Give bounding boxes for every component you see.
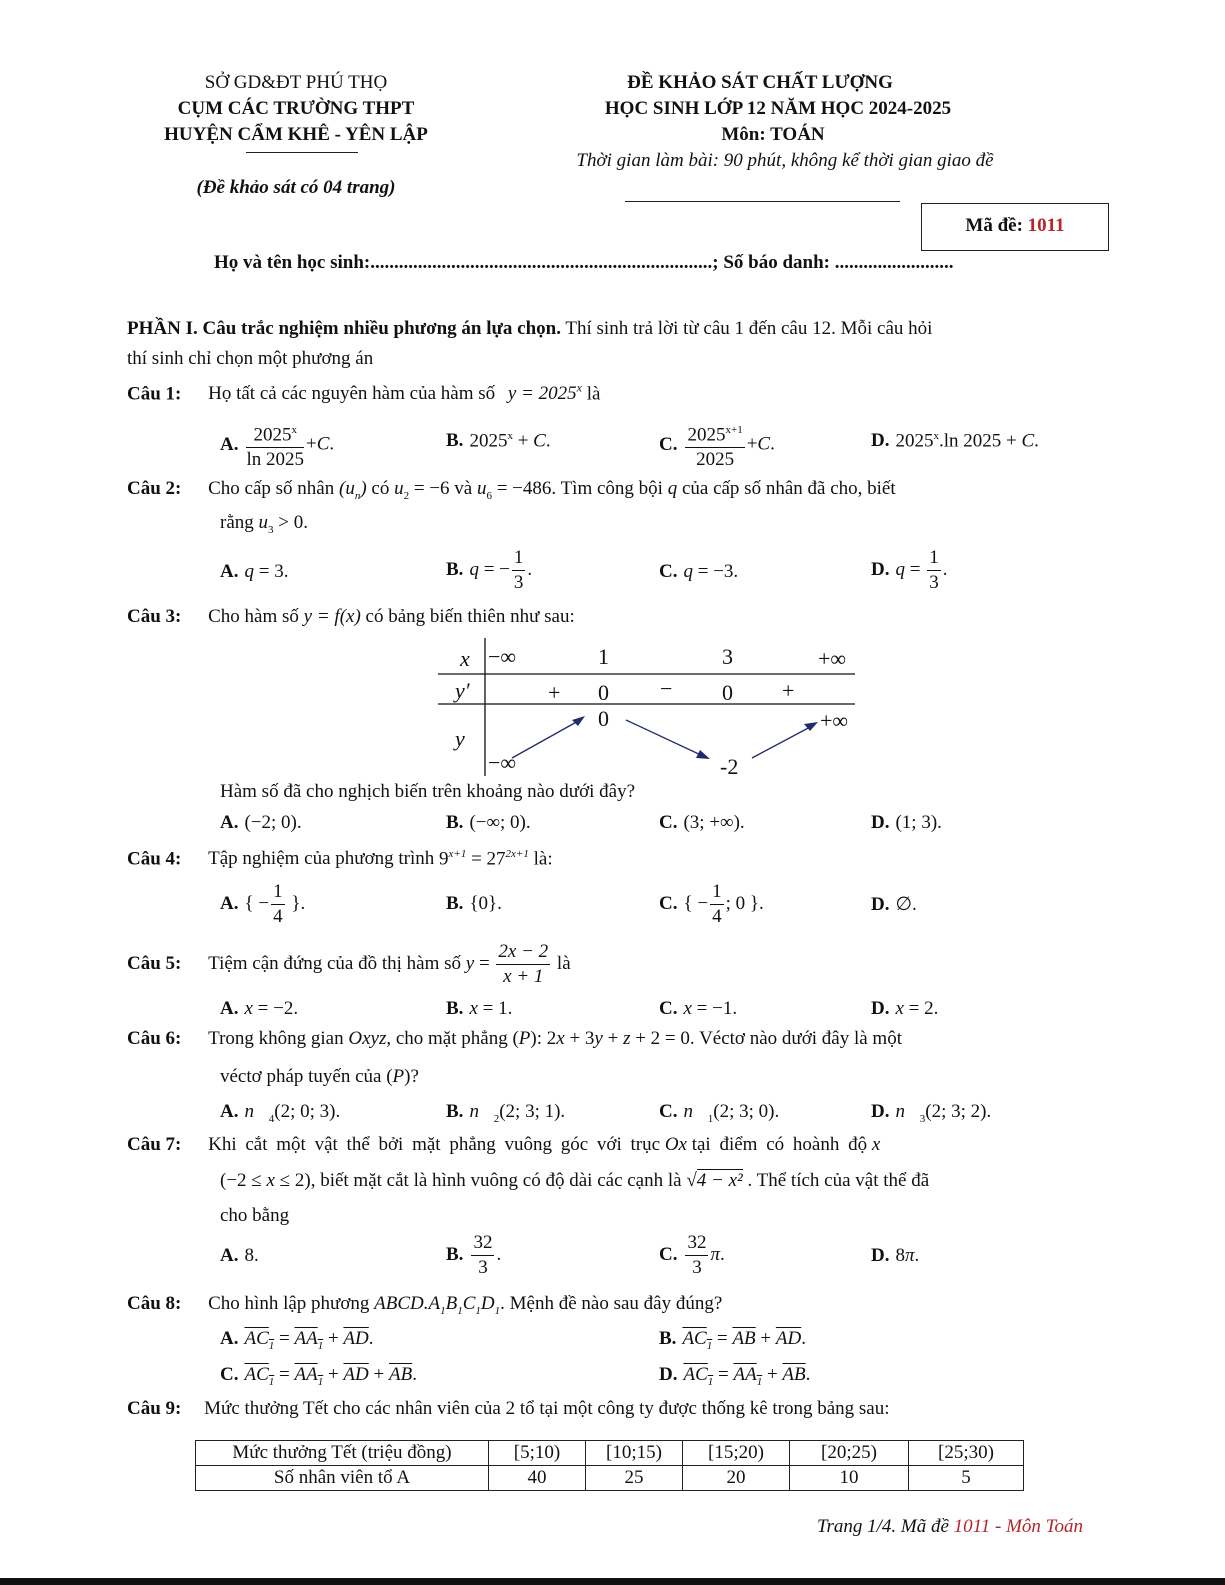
part1-desc: Thí sinh trả lời từ câu 1 đến câu 12. Mỗi câu hỏi bbox=[565, 318, 933, 339]
table-cell: [25;30) bbox=[909, 1441, 1024, 1466]
q7-option-b: B. $\frac{32}{3}$ . bbox=[446, 1232, 502, 1278]
question-text-4: véctơ pháp tuyến của bbox=[220, 1066, 382, 1087]
svg-text:y′: y′ bbox=[455, 678, 470, 703]
q2-option-d: D. q = $\frac{1}{3}$ . bbox=[871, 547, 948, 593]
exam-code-value: 1011 bbox=[1027, 215, 1065, 236]
question-text-4: rằng bbox=[220, 512, 254, 533]
svg-text:0: 0 bbox=[722, 680, 733, 705]
footer-code: 1011 bbox=[953, 1516, 991, 1537]
question-label: Câu 1: bbox=[127, 383, 182, 405]
svg-text:+∞: +∞ bbox=[820, 708, 849, 733]
question-text: Tập nghiệm của phương trình bbox=[208, 848, 435, 870]
table-row bbox=[196, 1466, 1024, 1491]
q7-option-d: D. 8π. bbox=[871, 1245, 920, 1266]
svg-text:+: + bbox=[782, 678, 795, 703]
q2-option-a: A. q = 3. bbox=[220, 561, 289, 582]
q5-option-c: C. x = −1. bbox=[659, 998, 738, 1019]
page-footer bbox=[817, 1516, 1083, 1538]
question-text-2: , cho mặt phẳng bbox=[386, 1028, 508, 1049]
question-1: Câu 1: Họ tất cả các nguyên hàm của hàm số $y = 2025^x$ là bbox=[127, 381, 601, 405]
table-cell: 5 bbox=[909, 1466, 1024, 1491]
bonus-table bbox=[195, 1440, 1024, 1491]
question-label: Câu 9: bbox=[127, 1398, 182, 1419]
question-6-cont: véctơ pháp tuyến của (P)? bbox=[220, 1066, 419, 1087]
svg-text:+∞: +∞ bbox=[818, 646, 847, 671]
exam-grade: HỌC SINH LỚP 12 NĂM HỌC 2024-2025 bbox=[604, 98, 952, 119]
question-text: Tiệm cận đứng của đồ thị hàm số bbox=[208, 952, 461, 974]
question-2: Câu 2: Cho cấp số nhân $(u_n)$ có $u_2 = -6$ và $u_6 = -486$. Tìm công bội q của cấp số nhân đã cho, biết bbox=[127, 478, 896, 502]
table-cell: 20 bbox=[683, 1466, 790, 1491]
svg-text:1: 1 bbox=[598, 644, 609, 669]
page-count-note: (Đề khảo sát có 04 trang) bbox=[196, 177, 396, 198]
header-divider-left bbox=[246, 152, 358, 153]
svg-text:−∞: −∞ bbox=[488, 750, 517, 775]
part1-desc-cont: thí sinh chỉ chọn một phương án bbox=[127, 348, 374, 369]
question-6: Câu 6: Trong không gian Oxyz, cho mặt phẳng (P): 2x + 3y + z + 2 = 0. Véctơ nào dưới đây là một bbox=[127, 1028, 902, 1049]
exam-code-label: Mã đề: bbox=[965, 215, 1023, 236]
question-3-prompt: Hàm số đã cho nghịch biến trên khoảng nào dưới đây? bbox=[220, 781, 636, 802]
q4-option-b: B. {0}. bbox=[446, 893, 502, 914]
question-4: Câu 4: Tập nghiệm của phương trình $9^{x+1} = 27^{2x+1}$ là: bbox=[127, 848, 553, 870]
q8-option-d: D. $AC_1 = AA_1 + \overline{AB}$. bbox=[659, 1364, 811, 1388]
table-cell: [10;15) bbox=[586, 1441, 683, 1466]
bottom-edge bbox=[0, 1578, 1225, 1585]
question-8: Câu 8: Cho hình lập phương $ABCD.A_1B_1C_1D_1$. Mệnh đề nào sau đây đúng? bbox=[127, 1293, 723, 1317]
svg-text:0: 0 bbox=[598, 680, 609, 705]
question-text-2: có bảng biến thiên như sau: bbox=[365, 606, 575, 627]
q3-option-b: B. (−∞; 0). bbox=[446, 812, 531, 833]
exam-subject: Môn: TOÁN bbox=[721, 124, 825, 145]
question-text-2: Tìm công bội bbox=[560, 478, 663, 499]
q6-option-c: C. $n⃗_1(2$; 3; 0). bbox=[659, 1101, 780, 1125]
question-7-cont: (−2 ≤ x ≤ 2), biết mặt cắt là hình vuông có độ dài các cạnh là √4 − x² . Thể tích của vật thể đã bbox=[220, 1170, 930, 1191]
question-text: Trong không gian bbox=[208, 1028, 344, 1049]
svg-text:x: x bbox=[460, 646, 470, 671]
question-label: Câu 4: bbox=[127, 848, 182, 870]
svg-text:0: 0 bbox=[598, 706, 609, 731]
q1-option-b: B. $2025^x + C$. bbox=[446, 430, 551, 452]
table-cell: Mức thưởng Tết (triệu đồng) bbox=[196, 1441, 489, 1466]
q5-option-d: D. x = 2. bbox=[871, 998, 939, 1019]
q2-option-c: C. q = −3. bbox=[659, 561, 739, 582]
q6-option-b: B. $n⃗_2(2$; 3; 1). bbox=[446, 1101, 566, 1125]
question-text-2: . Mệnh đề nào sau đây đúng? bbox=[500, 1293, 723, 1314]
question-text: Cho hàm số bbox=[208, 606, 299, 627]
exam-title: ĐỀ KHẢO SÁT CHẤT LƯỢNG bbox=[627, 72, 893, 93]
question-3: Câu 3: Cho hàm số y = f(x) có bảng biến thiên như sau: bbox=[127, 606, 575, 627]
q4-option-a: A. { − $\frac{1}{4}$ }. bbox=[220, 881, 306, 927]
table-cell: [15;20) bbox=[683, 1441, 790, 1466]
question-text: Mức thưởng Tết cho các nhân viên của 2 tổ tại một công ty được thống kê trong bảng sau: bbox=[204, 1398, 890, 1419]
question-label: Câu 3: bbox=[127, 606, 182, 627]
header-divider-right bbox=[625, 201, 900, 202]
school-cluster: CỤM CÁC TRƯỜNG THPT bbox=[177, 98, 415, 119]
svg-text:y: y bbox=[455, 726, 465, 751]
table-row bbox=[196, 1441, 1024, 1466]
question-text: Họ tất cả các nguyên hàm của hàm số bbox=[208, 383, 496, 405]
part1-title: PHẦN I. Câu trắc nghiệm nhiều phương án lựa chọn. bbox=[127, 318, 561, 339]
question-7: Câu 7: Khi cắt một vật thể bởi mặt phẳng vuông góc với trục Ox tại điểm có hoành độ x bbox=[127, 1134, 881, 1155]
question-text-3: . Véctơ nào dưới đây là một bbox=[689, 1028, 902, 1049]
part1-heading bbox=[127, 318, 932, 340]
table-cell: 10 bbox=[790, 1466, 909, 1491]
q7-option-a: A. 8. bbox=[220, 1245, 259, 1266]
question-text: Khi cắt một vật thể bởi mặt phẳng vuông góc với trục bbox=[208, 1134, 661, 1155]
q8-option-b: B. $AC_1 = \overline{AB} + \overline{AD}$. bbox=[659, 1328, 806, 1352]
svg-text:−: − bbox=[660, 676, 673, 701]
question-7-cont2: cho bằng bbox=[220, 1205, 290, 1226]
school-dept: SỞ GD&ĐT PHÚ THỌ bbox=[204, 72, 388, 93]
question-9 bbox=[127, 1398, 890, 1420]
q5-option-b: B. x = 1. bbox=[446, 998, 513, 1019]
q3-option-a: A. (−2; 0). bbox=[220, 812, 302, 833]
svg-text:3: 3 bbox=[722, 644, 733, 669]
q1-option-d: D. 2025$^x$.ln 2025 + C. bbox=[871, 430, 1039, 452]
question-5: Câu 5: Tiệm cận đứng của đồ thị hàm số y = $\frac{2x - 2}{x + 1}$ là bbox=[127, 941, 571, 987]
svg-text:-2: -2 bbox=[720, 754, 739, 779]
q8-option-a: A. $AC_1 = AA_1 + \overline{AD}$. bbox=[220, 1328, 374, 1352]
question-label: Câu 6: bbox=[127, 1028, 182, 1049]
table-cell: 40 bbox=[489, 1466, 586, 1491]
question-text-2: tại điểm có hoành độ bbox=[691, 1134, 868, 1155]
svg-text:−∞: −∞ bbox=[488, 644, 517, 669]
q3-option-c: C. (3; +∞). bbox=[659, 812, 745, 833]
q3-option-d: D. (1; 3). bbox=[871, 812, 942, 833]
question-label: Câu 7: bbox=[127, 1134, 182, 1155]
q1-option-c: C. $\frac{2025^{x+1}}{2025}$ +C. bbox=[659, 418, 775, 472]
question-label: Câu 2: bbox=[127, 478, 182, 499]
q4-option-c: C. { − $\frac{1}{4}$ ; 0 }. bbox=[659, 881, 764, 927]
table-cell: Số nhân viên tổ A bbox=[196, 1466, 489, 1491]
table-cell: [20;25) bbox=[790, 1441, 909, 1466]
question-text: Cho hình lập phương bbox=[208, 1293, 370, 1314]
question-label: Câu 5: bbox=[127, 952, 182, 974]
q2-option-b: B. q = − $\frac{1}{3}$ . bbox=[446, 547, 533, 593]
question-text-3: , biết mặt cắt là hình vuông có độ dài các cạnh là bbox=[310, 1170, 682, 1191]
q6-option-a: A. $n⃗_4(2$; 0; 3). bbox=[220, 1101, 341, 1125]
variation-table bbox=[430, 636, 870, 781]
footer-suffix: - Môn Toán bbox=[995, 1516, 1083, 1537]
question-2-cont: rằng $u_3 > 0$. bbox=[220, 512, 308, 536]
table-cell: [5;10) bbox=[489, 1441, 586, 1466]
question-text-3: của cấp số nhân đã cho, biết bbox=[681, 478, 896, 499]
q8-option-c: C. $AC_1 = AA_1 + \overline{AD} + \overline{AB}$. bbox=[220, 1364, 417, 1388]
svg-text:+: + bbox=[548, 680, 561, 705]
student-info-line: Họ và tên học sinh:........................................................................; Số báo danh: ......................... bbox=[214, 252, 954, 273]
question-label: Câu 8: bbox=[127, 1293, 182, 1314]
q7-option-c: C. $\frac{32}{3}$ π. bbox=[659, 1232, 725, 1278]
table-cell: 25 bbox=[586, 1466, 683, 1491]
q4-option-d: D. ∅. bbox=[871, 894, 917, 915]
q5-option-a: A. x = −2. bbox=[220, 998, 299, 1019]
q6-option-d: D. $n⃗_3(2$; 3; 2). bbox=[871, 1101, 992, 1125]
school-district: HUYỆN CẨM KHÊ - YÊN LẬP bbox=[164, 124, 428, 145]
question-text-4: . Thể tích của vật thể đã bbox=[747, 1170, 930, 1191]
exam-code-box bbox=[921, 203, 1109, 251]
exam-time: Thời gian làm bài: 90 phút, không kể thời gian giao đề bbox=[576, 150, 994, 171]
q1-option-a: A. $\frac{2025^x}{\ln 2025}$ +C. bbox=[220, 418, 334, 472]
question-text: Cho cấp số nhân bbox=[208, 478, 335, 499]
footer-prefix: Trang 1/4. Mã đề bbox=[816, 1516, 949, 1537]
